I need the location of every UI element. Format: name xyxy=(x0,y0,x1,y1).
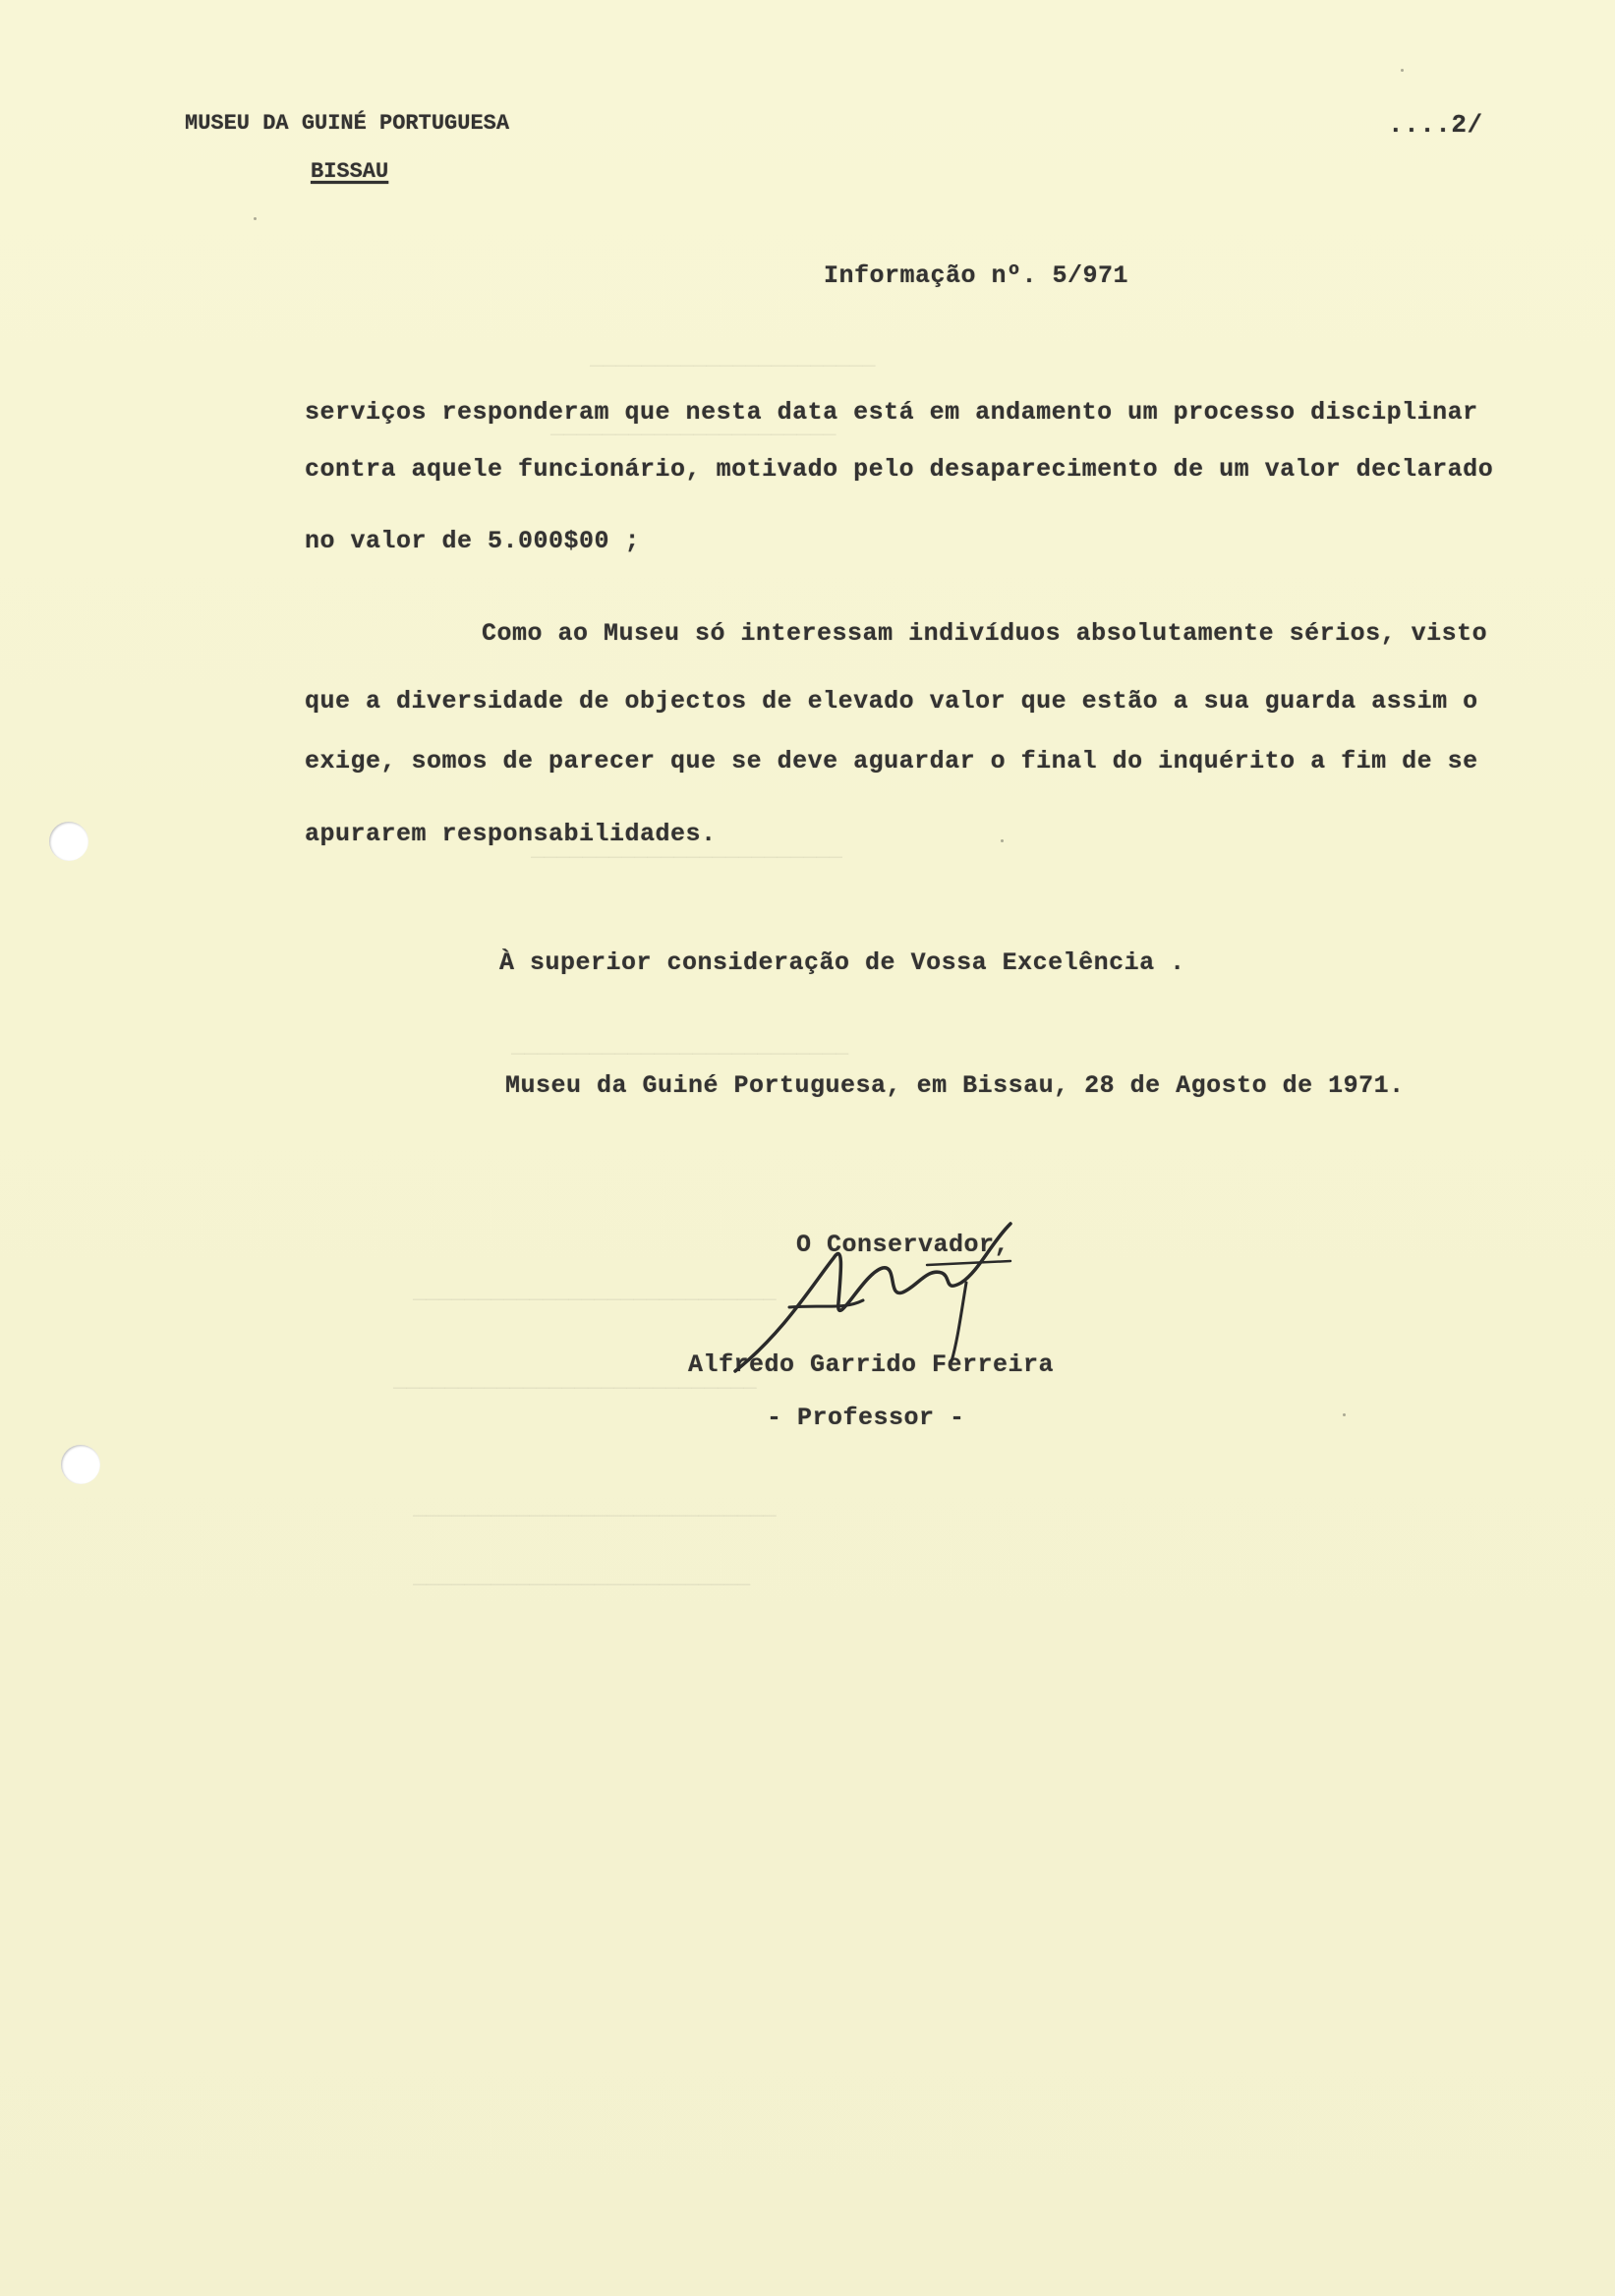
handwritten-signature-icon xyxy=(716,1214,1050,1381)
paper-speck xyxy=(1001,839,1004,842)
show-through-text: —————————————————————————— xyxy=(511,1042,849,1066)
show-through-text: ———————————————————————————— xyxy=(393,1376,757,1401)
paper-speck xyxy=(254,217,257,220)
document-reference: Informação nº. 5/971 xyxy=(824,261,1129,290)
show-through-text: —————————————————————— xyxy=(590,354,876,378)
punch-hole-bottom xyxy=(61,1445,100,1484)
sender-city: BISSAU xyxy=(311,159,389,184)
page-number: ....2/ xyxy=(1388,110,1483,140)
paragraph-line: que a diversidade de objectos de elevado valor que estão a sua guarda assim o xyxy=(305,687,1478,716)
show-through-text: —————————————————————————— xyxy=(413,1573,751,1597)
show-through-text: ———————————————————————— xyxy=(531,845,842,870)
punch-hole-top xyxy=(49,822,88,861)
paragraph-line: apurarem responsabilidades. xyxy=(305,820,717,848)
show-through-text: ———————————————————————————— xyxy=(413,1504,777,1528)
paragraph-line: serviços responderam que nesta data está em andamento um processo disciplinar xyxy=(305,398,1478,427)
paragraph-line: exige, somos de parecer que se deve aguardar o final do inquérito a fim de se xyxy=(305,747,1478,775)
paragraph-line: Como ao Museu só interessam indivíduos absolutamente sérios, visto xyxy=(482,619,1488,648)
paragraph-line: no valor de 5.000$00 ; xyxy=(305,527,641,555)
signatory-role: O Conservador, xyxy=(796,1231,1010,1259)
signatory-name: Alfredo Garrido Ferreira xyxy=(688,1350,1055,1379)
paragraph-line: contra aquele funcionário, motivado pelo desaparecimento de um valor declarado xyxy=(305,455,1494,484)
date-line: Museu da Guiné Portuguesa, em Bissau, 28 de Agosto de 1971. xyxy=(505,1071,1405,1100)
paper-speck xyxy=(1401,69,1404,72)
show-through-text: ———————————————————————————— xyxy=(413,1288,777,1312)
signatory-title: - Professor - xyxy=(767,1404,965,1432)
show-through-text: —————————————————————— xyxy=(550,423,836,447)
paper-speck xyxy=(1343,1413,1346,1416)
sender-institution: MUSEU DA GUINÉ PORTUGUESA xyxy=(185,111,510,136)
closing-line: À superior consideração de Vossa Excelência . xyxy=(499,948,1185,977)
